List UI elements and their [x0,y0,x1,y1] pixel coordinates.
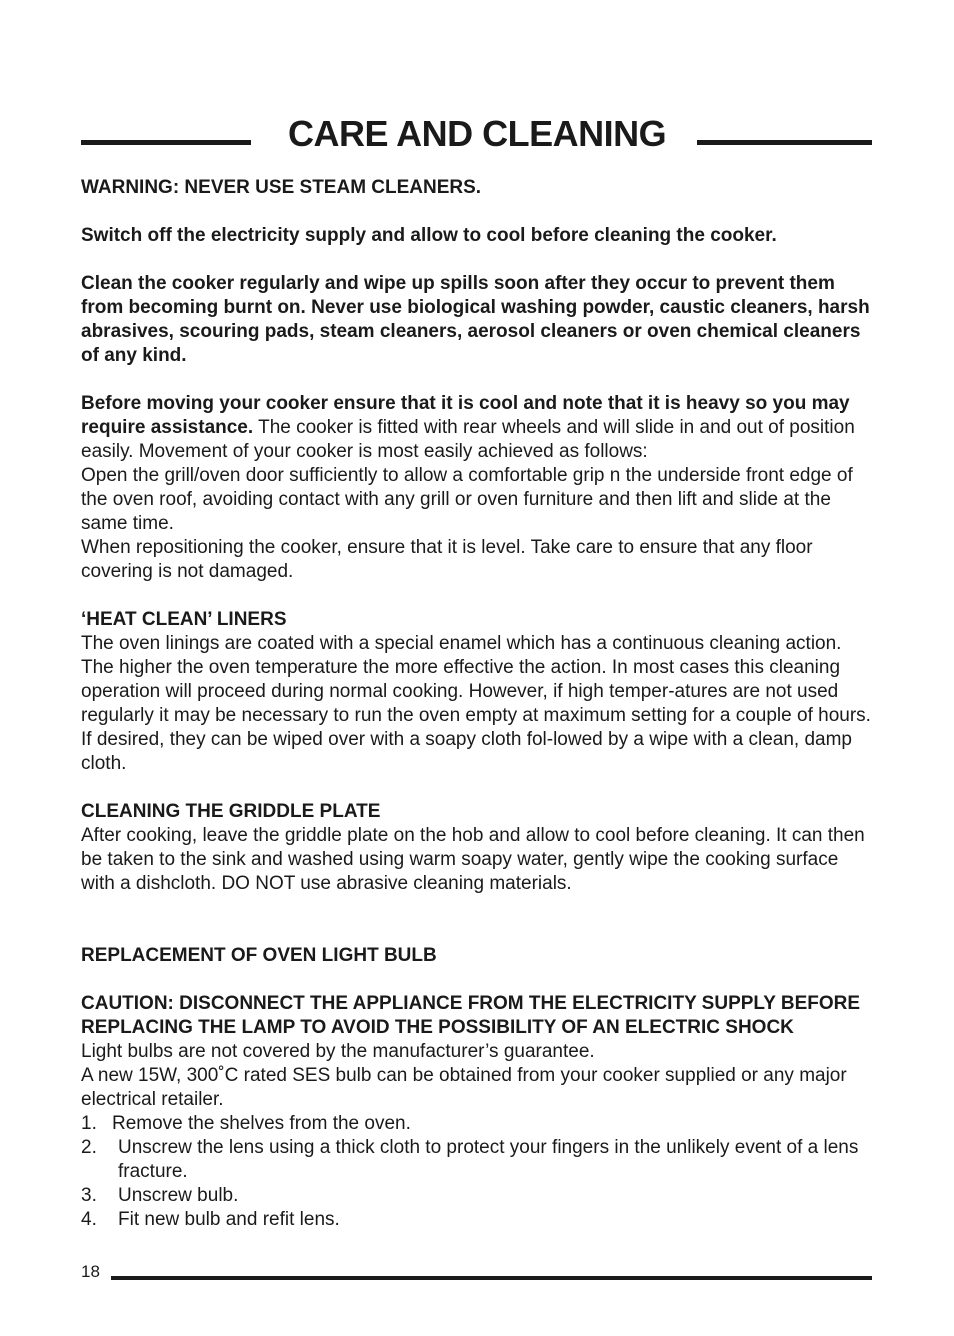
page-footer [81,1260,872,1284]
page-number: 18 [81,1262,100,1281]
bulb-caution: CAUTION: DISCONNECT THE APPLIANCE FROM THE ELECTRICITY SUPPLY BEFORE REPLACING THE LAMP TO AVOID THE POSSIBILITY OF AN ELECTRIC SHOCK [81,993,861,1038]
bulb-steps-list [81,1112,872,1232]
griddle-heading: CLEANING THE GRIDDLE PLATE [81,801,381,822]
list-item [81,1184,872,1208]
reposition-text: When repositioning the cooker, ensure that it is level. Take care to ensure that any floor covering is not damaged. [81,537,813,582]
griddle-body: After cooking, leave the griddle plate on the hob and allow to cool before cleaning. It can then be taken to the sink and washed using warm soapy water, gently wipe the cooking surface with a dishcloth. DO NOT use abrasive cleaning materials. [81,825,865,894]
list-item [81,1136,872,1184]
list-item-number: 4. [81,1209,97,1230]
list-item [81,1112,872,1136]
list-item-number: 1. [81,1113,97,1134]
page-title: CARE AND CLEANING [288,113,667,154]
page-header [81,112,872,160]
list-item-text: Unscrew bulb. [118,1185,239,1206]
bulb-guarantee: Light bulbs are not covered by the manufacturer’s guarantee. [81,1041,595,1062]
heat-clean-heading: ‘HEAT CLEAN’ LINERS [81,609,287,630]
moving-paragraph [81,392,872,464]
bulb-new: A new 15W, 300˚C rated SES bulb can be obtained from your cooker supplied or any major electrical retailer. [81,1065,847,1110]
clean-regularly-text: Clean the cooker regularly and wipe up spills soon after they occur to prevent them from becoming burnt on. Never use biological washing powder, caustic cleaners, harsh abrasives, scouring pads, steam cleaners, aerosol cleaners or oven chemical cleaners of any kind. [81,273,870,366]
footer-rule [111,1276,872,1280]
warning-text: WARNING: NEVER USE STEAM CLEANERS. [81,177,482,198]
page-content [81,176,872,1232]
header-rule-right [697,140,872,145]
list-item-text: Remove the shelves from the oven. [112,1113,411,1134]
header-rule-left [81,140,251,145]
list-item [81,1208,872,1232]
list-item-text: Unscrew the lens using a thick cloth to protect your fingers in the unlikely event of a lens fracture. [118,1137,859,1182]
open-door-text: Open the grill/oven door sufficiently to allow a comfortable grip n the underside front edge of the oven roof, avoiding contact with any grill or oven furniture and then lift and slide at the same time. [81,465,853,534]
moving-bold-text: Before moving your cooker ensure that it is cool and note that it is heavy so you may require assistance. [81,393,850,438]
bulb-heading: REPLACEMENT OF OVEN LIGHT BULB [81,945,437,966]
list-item-number: 3. [81,1185,97,1206]
heat-clean-body: The oven linings are coated with a special enamel which has a continuous cleaning action. The higher the oven temperature the more effective the action. In most cases this cleaning operation will proceed during normal cooking. However, if high temper-atures are not used regularly it may be necessary to run the oven empty at maximum setting for a couple of hours. If desired, they can be wiped over with a soapy cloth fol-lowed by a wipe with a clean, damp cloth. [81,633,871,774]
list-item-text: Fit new bulb and refit lens. [118,1209,340,1230]
switch-off-text: Switch off the electricity supply and allow to cool before cleaning the cooker. [81,225,777,246]
moving-normal-text: The cooker is fitted with rear wheels and will slide in and out of position easily. Movement of your cooker is most easily achieved as follows: [81,417,855,462]
list-item-number: 2. [81,1137,97,1158]
